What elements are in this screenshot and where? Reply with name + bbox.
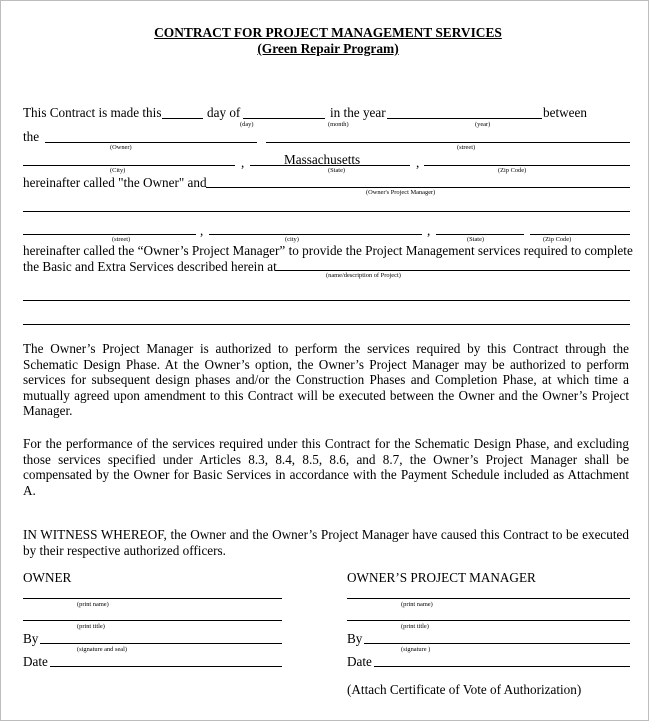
project-field-3[interactable]: [23, 324, 630, 325]
opm-print-name-field[interactable]: [347, 598, 630, 599]
zip-caption: (Zip Code): [498, 167, 527, 174]
owner-street-caption: (street): [457, 144, 476, 151]
month-field[interactable]: [243, 118, 325, 119]
compensation-paragraph: For the performance of the services required under this Contract for the Schematic Design Phase, and excluding those services specified under Articles 8.3, 8.4, 8.5, 8.6, and 8.7, the Owner’s Project Manager shall be compensated by the Owner for Basic Services in accordance with the Payment Schedule included as Attachment A.: [23, 436, 629, 498]
opm-signature-caption: (signature ): [401, 646, 431, 653]
opm-zip-caption: (Zip Code): [543, 236, 572, 243]
state-caption: (State): [328, 167, 346, 174]
authorization-paragraph: The Owner’s Project Manager is authorized to perform the services required by this Contract through the Schematic Design Phase. At the Owner’s option, the Owner’s Project Manager may be authorized to perform services for subsequent design phases and/or the Construction Phases and Completion Phase, at which time a mutually agreed upon amendment to this Contract will be executed between the Owner and the Owner’s Project Manager.: [23, 341, 629, 418]
owner-state-value: Massachusetts: [284, 152, 361, 167]
basic-extra-label: the Basic and Extra Services described herein at: [23, 259, 277, 274]
day-field[interactable]: [162, 118, 203, 119]
comma: ,: [200, 223, 204, 238]
opm-signature-field[interactable]: [364, 643, 630, 644]
owner-date-field[interactable]: [50, 666, 282, 667]
comma: ,: [241, 155, 245, 170]
owner-street-field[interactable]: [266, 142, 630, 143]
opm-name-field-2[interactable]: [23, 211, 630, 212]
opm-heading: OWNER’S PROJECT MANAGER: [347, 570, 536, 585]
owner-print-name-field[interactable]: [23, 598, 282, 599]
opm-state-caption: (State): [467, 236, 485, 243]
witness-paragraph: IN WITNESS WHEREOF, the Owner and the Owner’s Project Manager have caused this Contract to be executed by their respective authorized officers.: [23, 527, 629, 558]
opm-by-label: By: [347, 631, 363, 646]
opm-date-field[interactable]: [374, 666, 630, 667]
attach-certificate-note: (Attach Certificate of Vote of Authorization): [347, 682, 582, 697]
year-field[interactable]: [387, 118, 542, 119]
day-caption: (day): [240, 121, 254, 128]
called-opm-label: hereinafter called the “Owner’s Project Manager” to provide the Project Management services required to complete: [23, 243, 633, 258]
owner-heading: OWNER: [23, 570, 72, 585]
opm-city-caption: (city): [285, 236, 299, 243]
in-the-year-label: in the year: [330, 105, 386, 120]
document-subtitle: (Green Repair Program): [257, 41, 399, 56]
owner-name-field[interactable]: [45, 142, 257, 143]
opm-street-caption: (street): [112, 236, 131, 243]
opm-print-name-caption: (print name): [401, 601, 433, 608]
between-label: between: [543, 105, 587, 120]
document-title: CONTRACT FOR PROJECT MANAGEMENT SERVICES: [154, 25, 502, 40]
opm-name-field[interactable]: [206, 187, 630, 188]
project-field[interactable]: [275, 270, 630, 271]
owner-print-title-field[interactable]: [23, 620, 282, 621]
owner-date-label: Date: [23, 654, 48, 669]
owner-print-title-caption: (print title): [77, 623, 105, 630]
opm-date-label: Date: [347, 654, 372, 669]
owner-city-field[interactable]: [23, 165, 235, 166]
comma: ,: [427, 223, 431, 238]
made-this-label: This Contract is made this: [23, 105, 162, 120]
owner-caption: (Owner): [110, 144, 132, 151]
owner-zip-field[interactable]: [424, 165, 630, 166]
project-field-2[interactable]: [23, 300, 630, 301]
opm-state-field[interactable]: [436, 234, 524, 235]
month-caption: (month): [328, 121, 349, 128]
the-label: the: [23, 129, 40, 144]
owner-print-name-caption: (print name): [77, 601, 109, 608]
comma: ,: [416, 155, 420, 170]
owner-signature-caption: (signature and seal): [77, 646, 128, 653]
opm-street-field[interactable]: [23, 234, 196, 235]
opm-print-title-field[interactable]: [347, 620, 630, 621]
owner-signature-field[interactable]: [40, 643, 282, 644]
opm-caption: (Owner's Project Manager): [366, 189, 436, 196]
owner-state-field[interactable]: [250, 165, 410, 166]
opm-print-title-caption: (print title): [401, 623, 429, 630]
called-owner-label: hereinafter called "the Owner" and: [23, 175, 207, 190]
year-caption: (year): [475, 121, 491, 128]
opm-city-field[interactable]: [209, 234, 422, 235]
opm-zip-field[interactable]: [530, 234, 630, 235]
day-of-label: day of: [207, 105, 241, 120]
city-caption: (City): [110, 167, 126, 174]
project-caption: (name/description of Project): [326, 272, 401, 279]
owner-by-label: By: [23, 631, 39, 646]
